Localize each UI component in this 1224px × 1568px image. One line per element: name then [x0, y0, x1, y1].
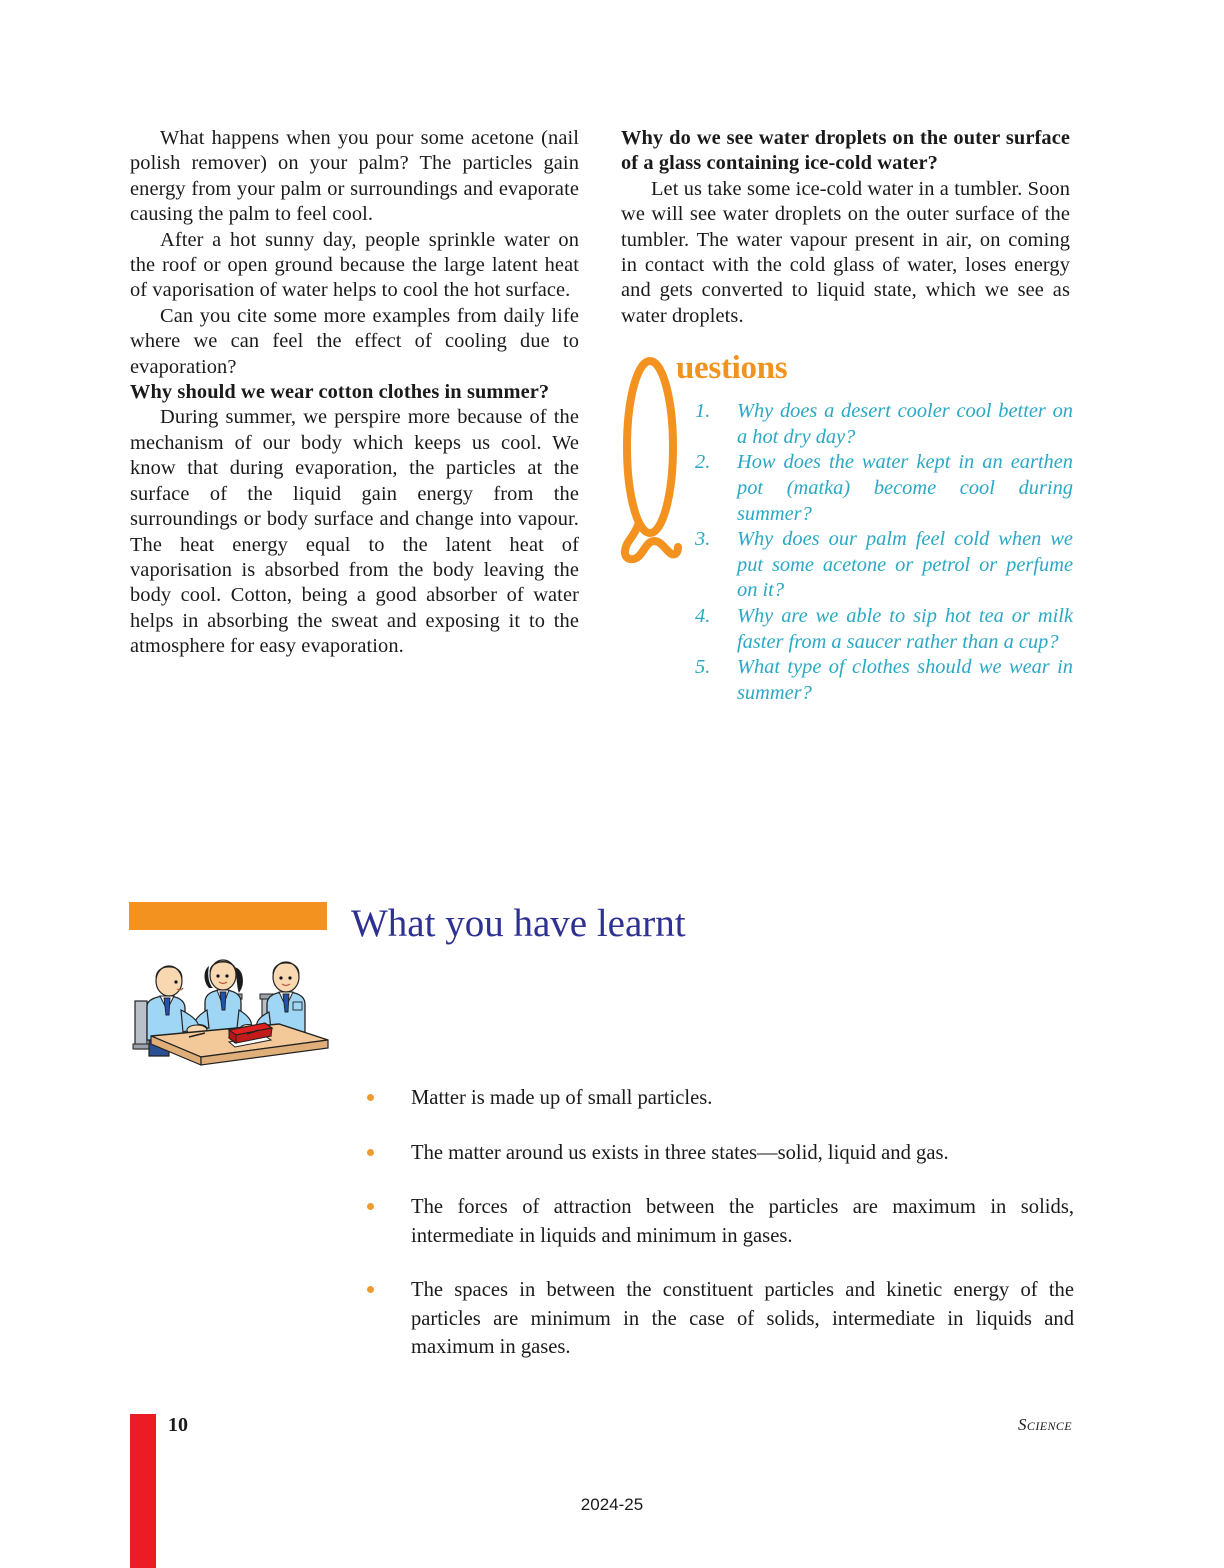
learnt-bullet-list: [354, 1084, 1074, 1362]
bullet-dot-icon: [367, 1203, 374, 1210]
paragraph-sprinkle-water: After a hot sunny day, people sprinkle water on the roof or open ground because the large latent heat of vaporisation of water helps to cool the hot surface.: [130, 228, 579, 302]
footer-year-label: 2024-25: [580, 1495, 644, 1514]
section-title: What you have learnt: [351, 902, 686, 945]
question-item: [693, 399, 1073, 450]
what-you-have-learnt-section: [129, 898, 1074, 1388]
paragraph-cite-examples: Can you cite some more examples from daily life where we can feel the effect of cooling due to evaporation?: [130, 304, 579, 378]
right-column: [621, 126, 1073, 704]
question-text: Why are we able to sip hot tea or milk faster from a saucer rather than a cup?: [737, 605, 1073, 653]
question-item: [693, 655, 1073, 706]
question-item: [693, 527, 1073, 604]
question-text: How does the water kept in an earthen pot (matka) become cool during summer?: [737, 451, 1073, 525]
list-item-text: Matter is made up of small particles.: [411, 1087, 713, 1109]
list-item-text: The matter around us exists in three states—solid, liquid and gas.: [411, 1141, 949, 1164]
two-column-body: [130, 126, 1073, 704]
heading-cotton-clothes: Why should we wear cotton clothes in summer?: [130, 381, 550, 404]
paragraph-acetone: What happens when you pour some acetone (nail polish remover) on your palm? The particles gain energy from your palm or surroundings and evaporate causing the palm to feel cool.: [130, 127, 579, 226]
questions-list: [693, 399, 1073, 706]
paragraph-perspire: During summer, we perspire more because of the mechanism of our body which keeps us cool. We know that during evaporation, the particles at the surface of the liquid gain energy from the surroundings or body surface and change into vapour. The heat energy equal to the latent heat of vaporisation is absorbed from the body leaving the body cool. Cotton, being a good absorber of water helps in absorbing the sweat and exposing it to the atmosphere for easy evaporation.: [130, 406, 579, 658]
list-item: [354, 1193, 1074, 1250]
heading-water-droplets: Why do we see water droplets on the outer surface of a glass containing ice-cold water?: [621, 127, 1070, 175]
bullet-dot-icon: [367, 1149, 374, 1156]
questions-title: uestions: [676, 350, 788, 387]
question-number: 1.: [695, 400, 711, 423]
decorative-q-letter-icon: [618, 355, 686, 567]
question-text: What type of clothes should we wear in summer?: [737, 656, 1073, 704]
bullet-dot-icon: [367, 1286, 374, 1293]
questions-block: [621, 350, 1073, 704]
orange-rule-bar: [129, 902, 327, 930]
students-at-table-illustration: [129, 944, 333, 1074]
question-text: Why does our palm feel cold when we put some acetone or petrol or perfume on it?: [737, 528, 1073, 602]
question-number: 5.: [695, 656, 711, 679]
bullet-dot-icon: [367, 1094, 374, 1101]
question-number: 3.: [695, 528, 711, 551]
footer-subject-label: Science: [1018, 1415, 1072, 1434]
paragraph-tumbler: Let us take some ice-cold water in a tumbler. Soon we will see water droplets on the outer surface of the tumbler. The water vapour present in air, on coming in contact with the cold glass of water, loses energy and gets converted to liquid state, which we see as water droplets.: [621, 177, 1070, 327]
list-item-text: The forces of attraction between the particles are maximum in solids, intermediate in liquids and minimum in gases.: [411, 1196, 1074, 1247]
left-column: [130, 126, 579, 660]
question-item: [693, 604, 1073, 655]
list-item: [354, 1084, 1074, 1113]
page-number: 10: [168, 1414, 188, 1436]
list-item-text: The spaces in between the constituent particles and kinetic energy of the particles are minimum in the case of solids, intermediate in liquids and maximum in gases.: [411, 1279, 1074, 1358]
learnt-header-row: [129, 898, 1074, 1080]
question-number: 2.: [695, 451, 711, 474]
list-item: [354, 1276, 1074, 1362]
question-text: Why does a desert cooler cool better on a hot dry day?: [737, 400, 1073, 448]
list-item: [354, 1139, 1074, 1168]
red-edge-bar: [130, 1414, 156, 1568]
question-number: 4.: [695, 605, 711, 627]
question-item: [693, 450, 1073, 527]
